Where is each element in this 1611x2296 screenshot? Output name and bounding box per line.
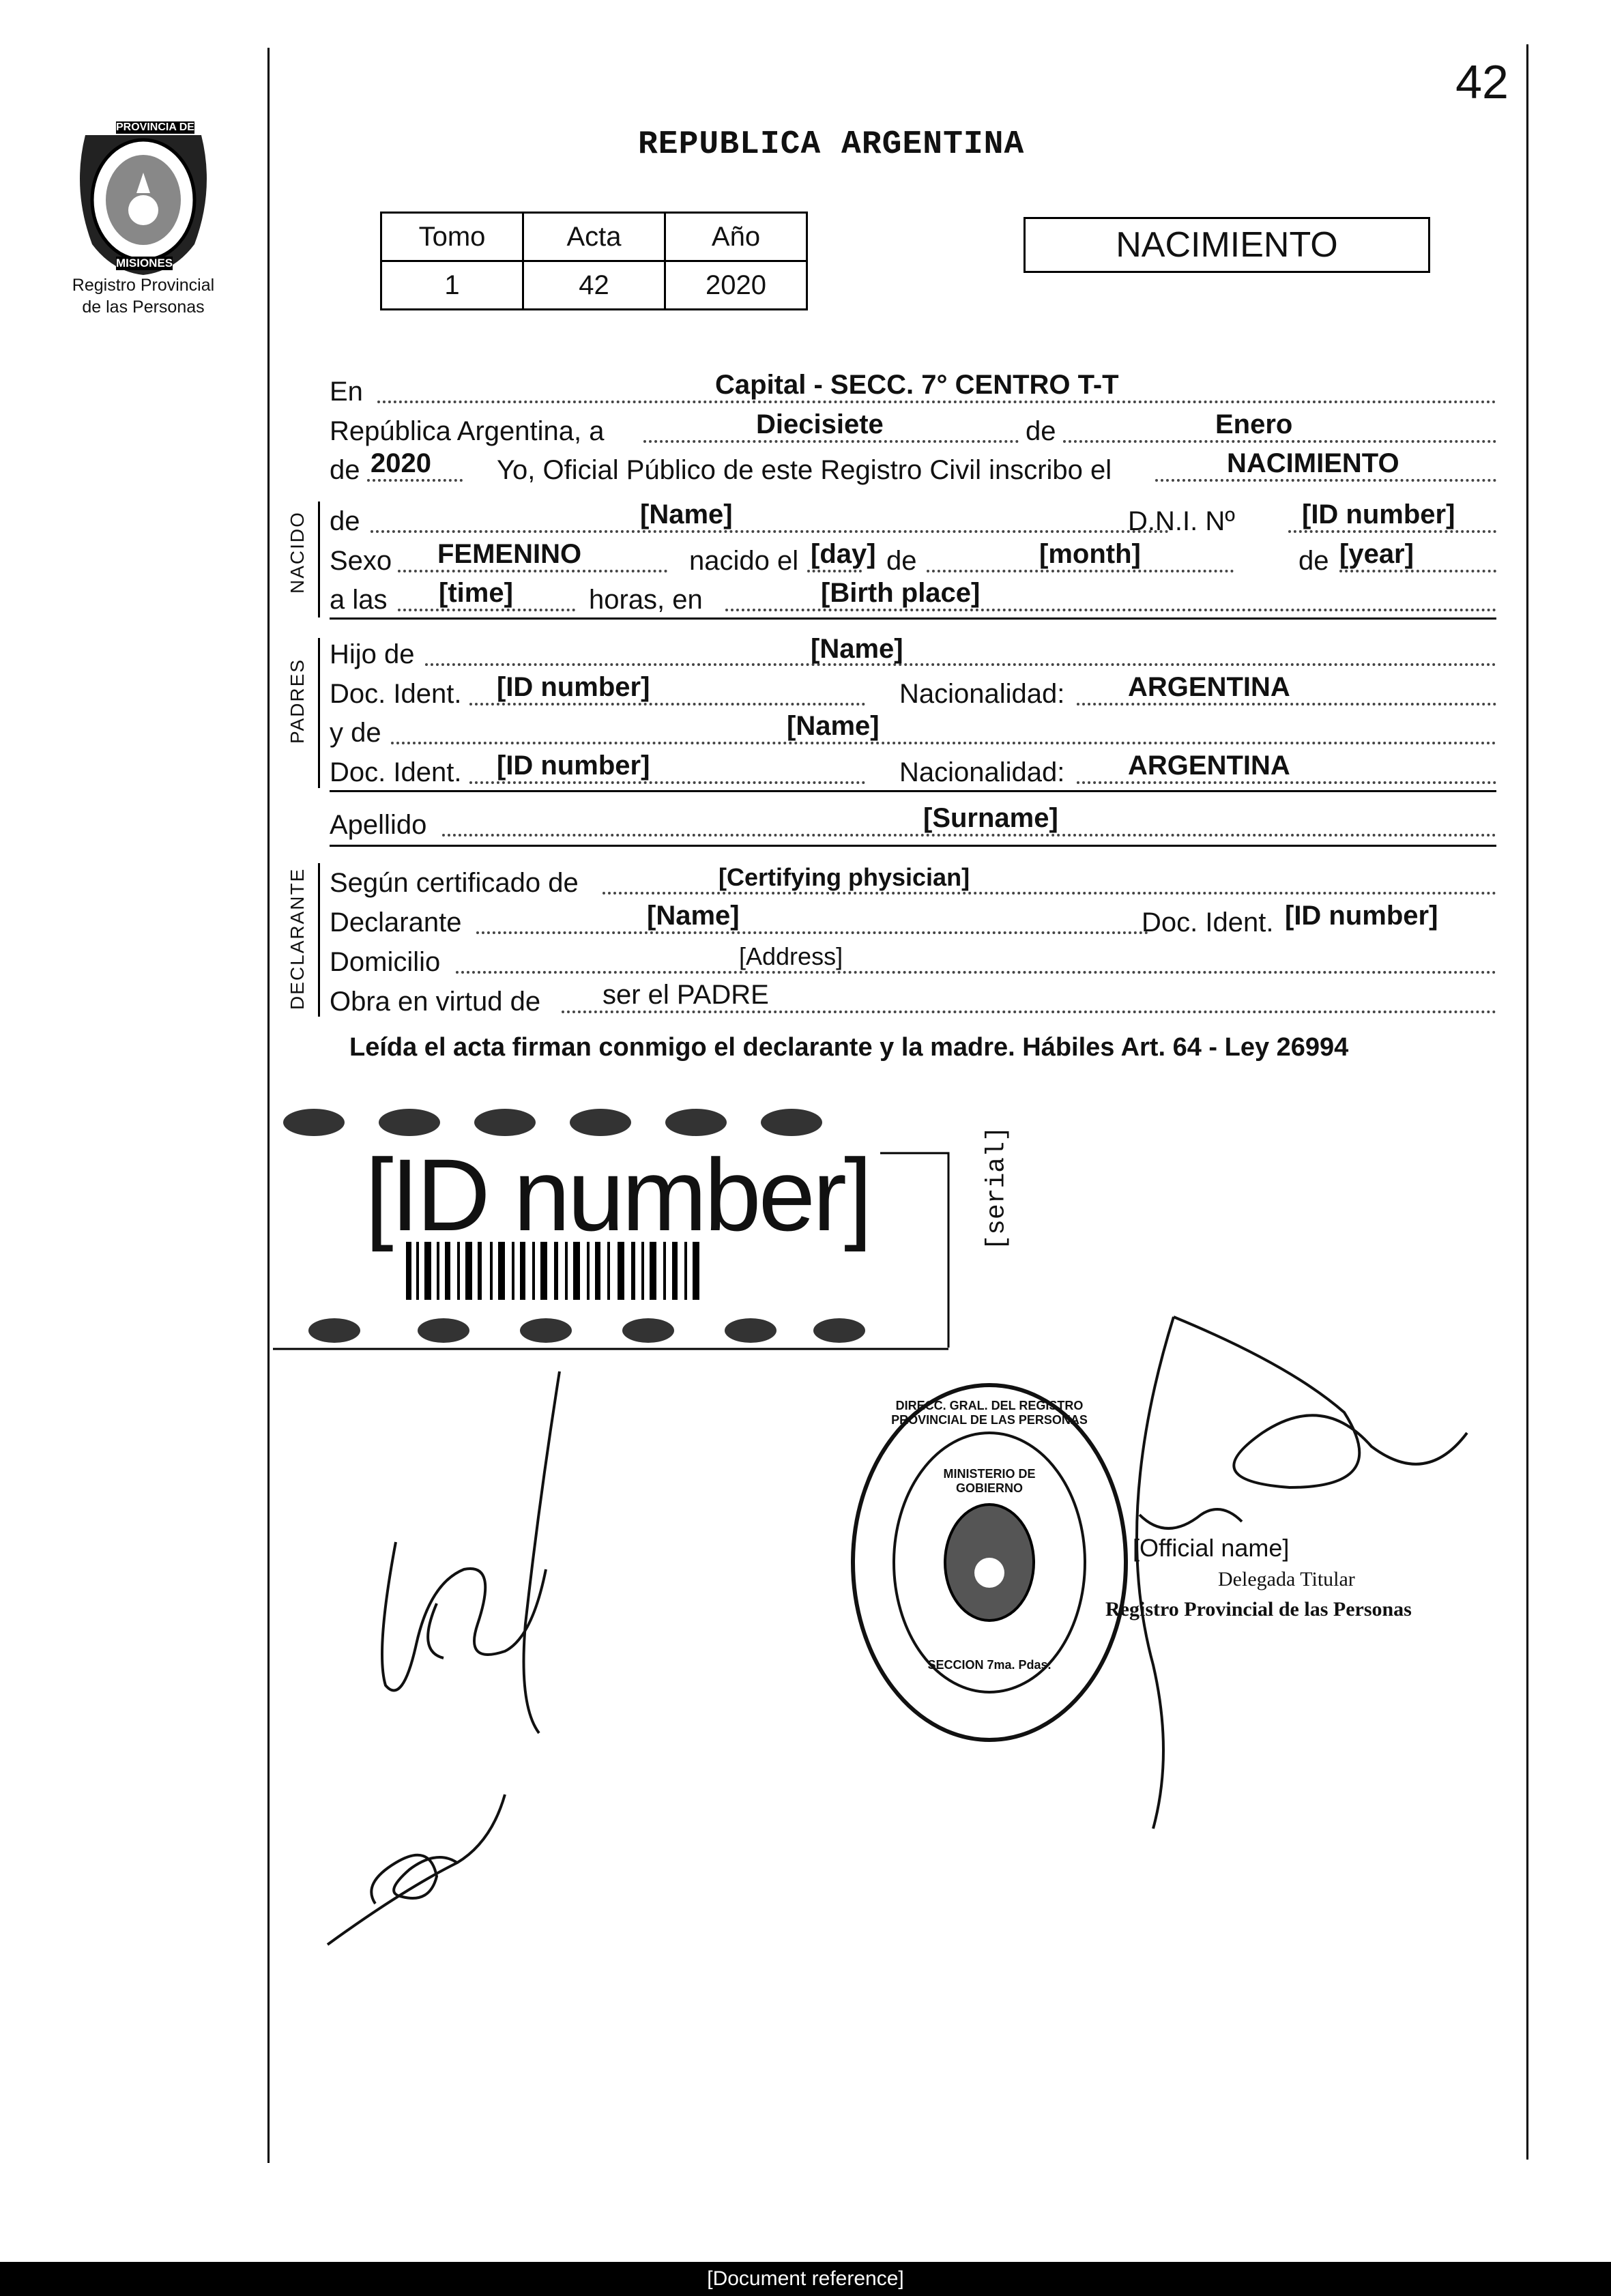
label-republica: República Argentina, a [330, 416, 605, 446]
label-y-de: y de [330, 718, 381, 748]
row-mother-doc [330, 753, 1496, 788]
seal-inner-text: MINISTERIO DE GOBIERNO [943, 1467, 1036, 1495]
label-segun: Según certificado de [330, 868, 579, 898]
value-birth-day: [day] [811, 539, 876, 569]
label-de-year: de [330, 455, 360, 485]
label-father-doc: Doc. Ident. [330, 679, 462, 709]
divider-nacido [330, 617, 1496, 620]
closing-note: Leída el acta firman conmigo el declarante y la madre. Hábiles Art. 64 - Ley 26994 [349, 1033, 1349, 1062]
section-bar-declarante [318, 863, 320, 1017]
row-certificate [330, 863, 1496, 899]
value-capacity: ser el PADRE [603, 980, 769, 1010]
value-mother-nat: ARGENTINA [1128, 751, 1290, 781]
row-act [330, 450, 1496, 486]
header-acta: Acta [523, 213, 665, 261]
value-birth-month: [month] [1039, 539, 1141, 569]
row-mother [330, 713, 1496, 749]
side-label-declarante: DECLARANTE [287, 867, 308, 1010]
label-de-child: de [330, 506, 360, 536]
value-child-name: [Name] [640, 499, 733, 529]
section-bar-nacido [318, 502, 320, 617]
label-en: En [330, 377, 363, 407]
label-sexo: Sexo [330, 546, 392, 576]
value-place: Capital - SECC. 7° CENTRO T-T [715, 370, 1119, 400]
seal-ring-text: DIRECC. GRAL. DEL REGISTRO PROVINCIAL DE LAS PERSONAS [891, 1399, 1088, 1427]
value-acta: 42 [523, 261, 665, 310]
barcode-serial: [serial] [982, 1126, 1012, 1251]
register-table [380, 212, 808, 310]
row-address [330, 942, 1496, 978]
value-father-doc: [ID number] [497, 672, 650, 702]
org-name-line1: Registro Provincial [72, 276, 215, 295]
value-mother-name: [Name] [787, 711, 880, 741]
signature-mother [321, 1781, 525, 1958]
official-seal [846, 1378, 1133, 1747]
label-yo: Yo, Oficial Público de este Registro Civil inscribo el [497, 455, 1112, 485]
value-certificate: [Certifying physician] [719, 863, 970, 891]
label-dni: D.N.I. Nº [1128, 506, 1235, 536]
right-margin-line [1526, 44, 1528, 2160]
divider-padres [330, 790, 1496, 792]
label-domicilio: Domicilio [330, 947, 441, 977]
side-label-padres: PADRES [287, 658, 308, 744]
footer-reference: [Document reference] [0, 2262, 1611, 2296]
section-bar-padres [318, 638, 320, 788]
value-declarant: [Name] [647, 901, 740, 931]
value-father-name: [Name] [811, 634, 903, 664]
signature-declarant [355, 1365, 600, 1747]
value-birth-time: [time] [439, 578, 513, 608]
value-child-dni: [ID number] [1302, 499, 1455, 529]
value-birth-place: [Birth place] [821, 578, 981, 608]
record-type-box: NACIMIENTO [1024, 217, 1430, 273]
row-birth [330, 541, 1496, 577]
row-capacity [330, 982, 1496, 1017]
country-title: REPUBLICA ARGENTINA [638, 126, 1025, 163]
value-act: NACIMIENTO [1227, 448, 1399, 478]
row-surname [330, 805, 1496, 841]
value-declarant-doc: [ID number] [1285, 901, 1438, 931]
row-date [330, 411, 1496, 447]
value-year: 2020 [371, 448, 431, 478]
side-label-nacido: NACIDO [287, 511, 308, 594]
official-title: Delegada Titular [1218, 1568, 1355, 1590]
label-apellido: Apellido [330, 810, 427, 840]
barcode-number: [ID number] [365, 1137, 870, 1252]
value-mother-doc: [ID number] [497, 751, 650, 781]
label-mother-doc: Doc. Ident. [330, 757, 462, 787]
seal-bottom-text: SECCION 7ma. Pdas. [927, 1658, 1051, 1672]
value-ano: 2020 [665, 261, 807, 310]
label-mother-nat: Nacionalidad: [899, 757, 1065, 787]
value-month: Enero [1215, 409, 1293, 439]
label-declarante: Declarante [330, 907, 462, 938]
official-name: [Official name] [1133, 1534, 1290, 1562]
label-father-nat: Nacionalidad: [899, 679, 1065, 709]
row-place [330, 372, 1496, 407]
value-birth-year: [year] [1339, 539, 1414, 569]
row-birth-place [330, 580, 1496, 615]
org-name-line2: de las Personas [82, 297, 205, 317]
header-tomo: Tomo [381, 213, 523, 261]
row-declarant [330, 903, 1496, 938]
label-nacido-el: nacido el [689, 546, 799, 576]
margin-line [267, 48, 270, 2163]
value-address: [Address] [739, 942, 843, 970]
label-declarant-doc: Doc. Ident. [1142, 907, 1274, 938]
row-child [330, 499, 1496, 537]
label-horas-en: horas, en [589, 585, 703, 615]
value-father-nat: ARGENTINA [1128, 672, 1290, 702]
label-obra: Obra en virtud de [330, 987, 541, 1017]
official-office: Registro Provincial de las Personas [1105, 1598, 1412, 1621]
value-sex: FEMENINO [437, 539, 582, 569]
seal-text-bottom: MISIONES [116, 257, 173, 270]
label-a-las: a las [330, 585, 388, 615]
value-day-words: Diecisiete [756, 409, 884, 439]
label-de-birth-month: de [886, 546, 917, 576]
value-tomo: 1 [381, 261, 523, 310]
org-name [48, 274, 239, 318]
seal-text-top: PROVINCIA DE [116, 121, 194, 133]
row-father [330, 635, 1496, 670]
value-surname: [Surname] [923, 803, 1058, 833]
divider-apellido [330, 845, 1496, 847]
province-seal-logo [65, 108, 222, 278]
label-de-month: de [1026, 416, 1056, 446]
label-hijo-de: Hijo de [330, 639, 415, 669]
label-de-birth-year: de [1298, 546, 1329, 576]
row-father-doc [330, 674, 1496, 710]
header-ano: Año [665, 213, 807, 261]
page-number: 42 [1455, 55, 1509, 108]
